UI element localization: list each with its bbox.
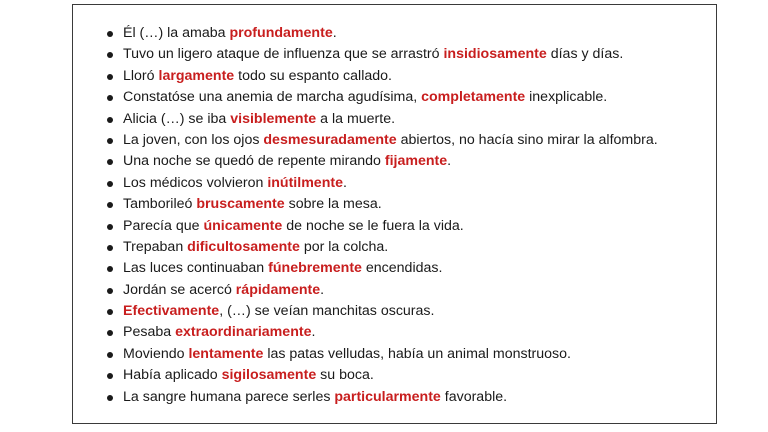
list-item (106, 173, 706, 194)
bullet-icon (107, 245, 113, 251)
bullet-icon (107, 138, 113, 144)
bullet-icon (107, 395, 113, 401)
sentence-text: . (332, 25, 337, 41)
sentence-text: todo su espanto callado. (234, 67, 392, 84)
bullet-icon (107, 95, 113, 101)
highlighted-adverb: completamente (421, 89, 526, 106)
list-item (106, 151, 706, 172)
list-item (106, 258, 706, 279)
list-item (106, 237, 706, 258)
sentence-text: Trepaban (123, 238, 188, 255)
list-item (106, 301, 706, 322)
bullet-icon (107, 202, 113, 208)
sentence-text: Moviendo (123, 345, 189, 362)
document-frame (72, 4, 717, 424)
highlighted-adverb: Efectivamente (123, 303, 220, 320)
sentence-text: Jordán se acercó (123, 281, 236, 298)
sentence-text: , (…) se veían manchitas oscuras. (219, 303, 435, 320)
highlighted-adverb: rápidamente (235, 281, 321, 298)
highlighted-adverb: sigilosamente (221, 367, 317, 384)
list-item (106, 66, 706, 87)
sentence-text: encendidas. (361, 260, 443, 277)
sentence-text: Lloró (123, 67, 159, 84)
highlighted-adverb: fijamente (384, 153, 448, 170)
list-item (106, 322, 706, 343)
highlighted-adverb: largamente (158, 67, 235, 84)
highlighted-adverb: inútilmente (267, 174, 343, 191)
bullet-icon (107, 266, 113, 272)
sentence-text: Había aplicado (123, 367, 222, 384)
sentence-text: . (342, 174, 347, 191)
highlighted-adverb: únicamente (203, 217, 283, 234)
sentence-text: a la muerte. (316, 110, 396, 127)
sentence-text: Alicia (…) se iba (123, 110, 231, 127)
sentence-text: Él (…) la amaba (123, 25, 230, 41)
list-item (106, 194, 706, 215)
sentence-text: de noche se le fuera la vida. (282, 217, 464, 234)
sentence-text: Constatóse una anemia de marcha agudísima, (123, 89, 422, 106)
bullet-icon (107, 52, 113, 58)
bullet-icon (107, 117, 113, 123)
highlighted-adverb: lentamente (188, 345, 264, 362)
sentence-text: inexplicable. (525, 89, 608, 106)
list-item (106, 387, 706, 408)
list-item (106, 87, 706, 108)
list-item (106, 365, 706, 386)
highlighted-adverb: dificultosamente (187, 238, 300, 255)
bullet-icon (107, 181, 113, 187)
highlighted-adverb: fúnebremente (268, 260, 362, 277)
list-item (106, 344, 706, 365)
sentence-text: abiertos, no hacía sino mirar la alfombra. (396, 131, 658, 148)
sentence-text: Parecía que (123, 217, 204, 234)
sentence-text: días y días. (546, 46, 624, 63)
sentence-text: Los médicos volvieron (123, 174, 268, 191)
list-item (106, 216, 706, 237)
bullet-icon (107, 373, 113, 379)
sentence-text: Tamborileó (123, 196, 197, 213)
sentence-text: Tuvo un ligero ataque de influenza que se arrastró (123, 46, 444, 63)
sentence-text: . (320, 281, 325, 298)
list-item (106, 23, 706, 44)
highlighted-adverb: profundamente (229, 25, 333, 41)
sentence-text: . (311, 324, 316, 341)
sentence-text: La joven, con los ojos (123, 131, 264, 148)
bullet-icon (107, 330, 113, 336)
bullet-icon (107, 309, 113, 315)
sentence-text: favorable. (440, 388, 508, 405)
highlighted-adverb: insidiosamente (443, 46, 547, 63)
sentence-text: Una noche se quedó de repente mirando (123, 153, 385, 170)
sentence-text: La sangre humana parece serles (123, 388, 335, 405)
bullet-icon (107, 352, 113, 358)
highlighted-adverb: particularmente (334, 388, 441, 405)
highlighted-adverb: extraordinariamente (175, 324, 312, 341)
highlighted-adverb: bruscamente (196, 196, 285, 213)
list-item (106, 280, 706, 301)
bullet-icon (107, 159, 113, 165)
sentence-text: Las luces continuaban (123, 260, 269, 277)
sentence-text: sobre la mesa. (284, 196, 382, 213)
sentence-text: su boca. (316, 367, 374, 384)
list-item (106, 109, 706, 130)
sentence-text: las patas velludas, había un animal monstruoso. (263, 345, 571, 362)
highlighted-adverb: visiblemente (230, 110, 317, 127)
list-item (106, 44, 706, 65)
sentence-text: Pesaba (123, 324, 176, 341)
sentence-list (106, 23, 706, 408)
list-item (106, 130, 706, 151)
bullet-icon (107, 224, 113, 230)
bullet-icon (107, 74, 113, 80)
bullet-icon (107, 288, 113, 294)
sentence-text: . (447, 153, 452, 170)
bullet-icon (107, 31, 113, 37)
highlighted-adverb: desmesuradamente (263, 131, 397, 148)
sentence-text: por la colcha. (299, 238, 389, 255)
